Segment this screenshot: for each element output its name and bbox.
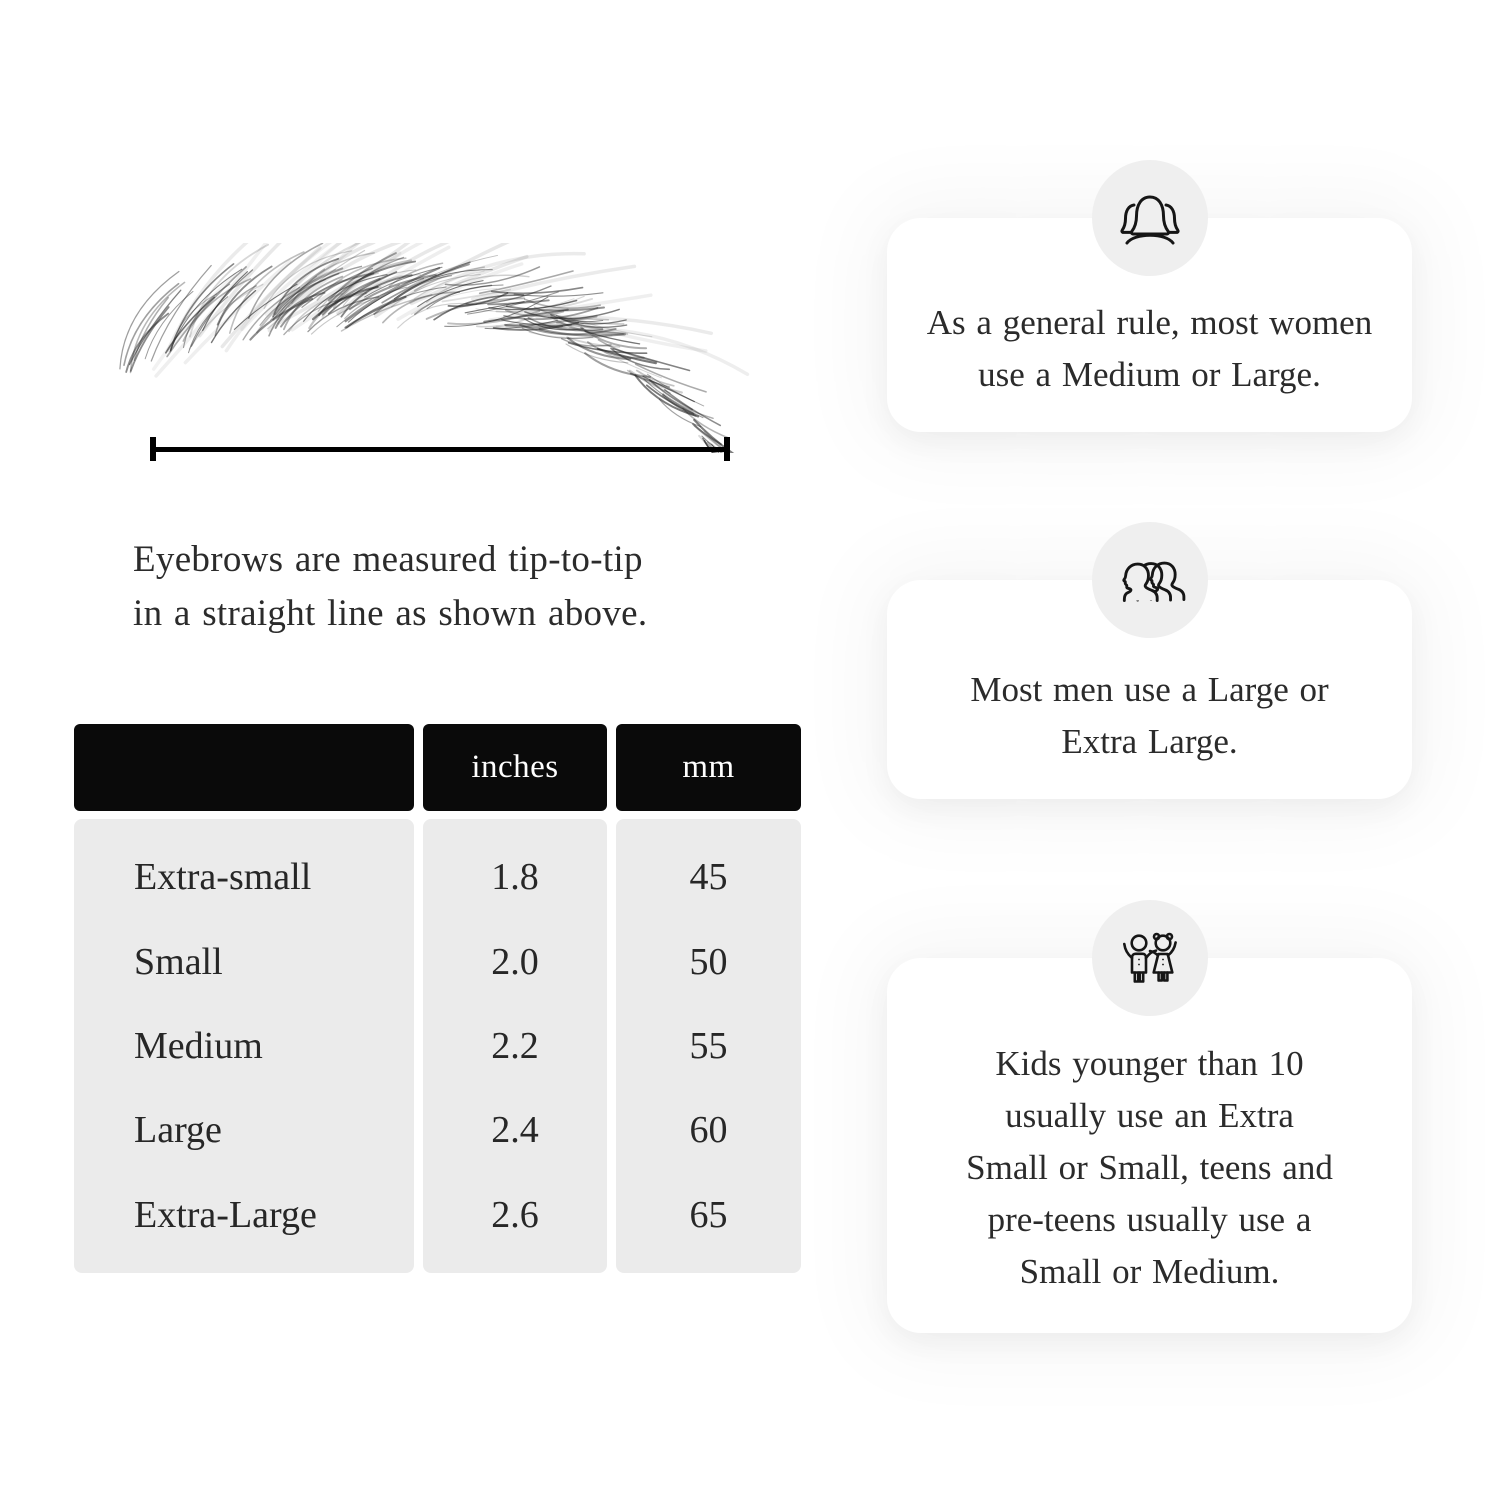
card-text-line: Small or Small, teens and [966,1147,1333,1187]
card-text-line: usually use an Extra [1005,1095,1294,1135]
size-label-cell: Large [134,1109,222,1152]
card-text-line: Most men use a Large or [970,669,1329,709]
mm-value-cell: 55 [689,1025,728,1068]
header-cell-inches: inches [423,724,607,811]
women-card-text [927,297,1372,401]
size-label-cell: Extra-Large [134,1193,317,1236]
mm-column [616,819,801,1273]
measurement-line [150,437,730,461]
men-icon-circle [1092,522,1208,638]
size-label-column [74,819,414,1273]
mm-value-cell: 50 [689,940,728,983]
men-card-text [970,664,1328,768]
inches-value-cell: 2.2 [491,1025,539,1068]
mm-value-cell: 45 [689,856,728,899]
women-group-icon [1114,189,1186,247]
men-group-icon [1112,555,1188,605]
size-label-cell: Extra-small [134,856,312,899]
caption-line-1: Eyebrows are measured tip-to-tip [133,539,643,580]
kids-icon-circle [1092,900,1208,1016]
size-table [74,724,801,1273]
kids-info-card [887,958,1412,1333]
women-info-card [887,218,1412,432]
eyebrow-illustration [112,243,752,453]
inches-value-cell: 2.4 [491,1109,539,1152]
men-info-card [887,580,1412,799]
mm-value-cell: 65 [689,1193,728,1236]
measurement-caption [133,533,753,641]
card-text-line: pre-teens usually use a [987,1199,1312,1239]
mm-value-cell: 60 [689,1109,728,1152]
kids-icon [1114,928,1186,988]
size-label-cell: Medium [134,1025,263,1068]
inches-value-cell: 2.6 [491,1193,539,1236]
card-text-line: Small or Medium. [1019,1251,1280,1291]
inches-value-cell: 1.8 [491,856,539,899]
header-cell-size [74,724,414,811]
size-table-body [74,819,801,1273]
inches-value-cell: 2.0 [491,940,539,983]
women-icon-circle [1092,160,1208,276]
size-label-cell: Small [134,940,223,983]
card-text-line: Kids younger than 10 [995,1043,1304,1083]
header-cell-mm: mm [616,724,801,811]
card-text-line: use a Medium or Large. [978,355,1321,394]
size-table-header-row [74,724,801,811]
inches-column [423,819,607,1273]
card-text-line: As a general rule, most women [926,303,1373,342]
card-text-line: Extra Large. [1061,721,1238,761]
kids-card-text [966,1038,1333,1298]
caption-line-2: in a straight line as shown above. [133,593,648,634]
